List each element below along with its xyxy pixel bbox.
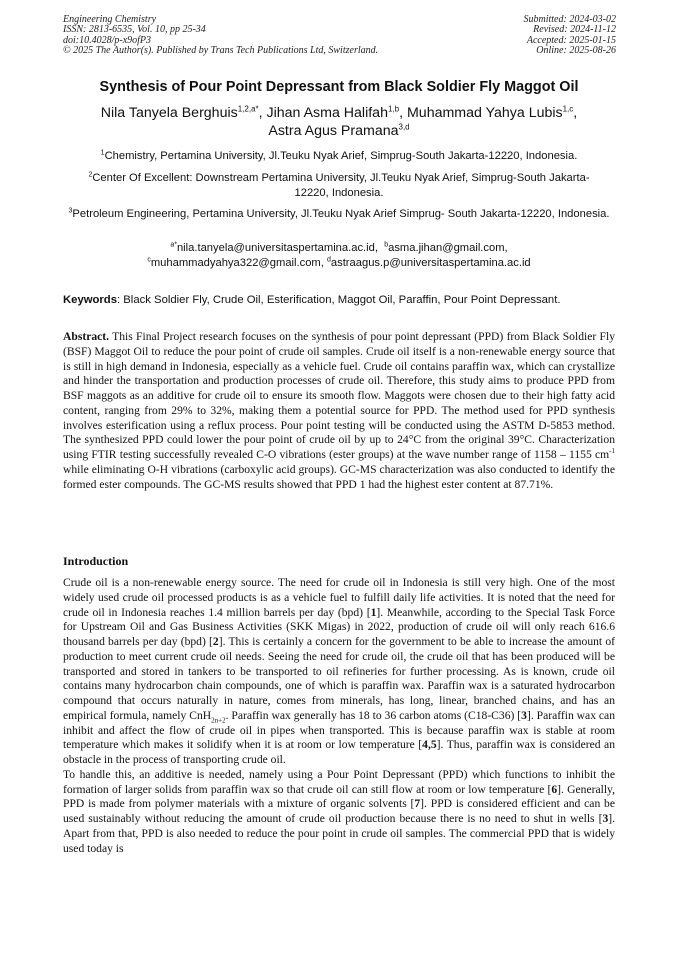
affiliation-3 [58,207,620,222]
affiliation-number: 1 [100,149,105,157]
citation[interactable]: 7 [414,797,421,811]
affiliation-2 [72,171,606,201]
citation[interactable]: 3 [521,708,527,722]
abstract-label: Abstract. [63,330,110,343]
author-affil-sup: 1,b [387,104,400,114]
affiliation-1 [55,149,623,164]
paragraph-text: ]. PPD is considered efficient and can be used sustainably without reducing the amount of crude oil production because there is no need to shut in wells [ [63,797,615,825]
affiliation-number: 3 [68,207,73,215]
section-heading-introduction: Introduction [63,554,129,568]
paragraph [63,576,615,768]
citation[interactable]: 1 [370,605,377,619]
paragraph-text: ]. Apart from that, PPD is also needed to reduce the pour point in crude oil samples. The commercial PPD that is widely used today is [63,812,615,855]
abstract [63,330,615,492]
author-name: Jihan Asma Halifah [266,105,388,121]
email-link[interactable]: astraagus.p@universitaspertamina.ac.id [330,257,531,269]
affiliation-text: Petroleum Engineering, Pertamina University, Jl.Teuku Nyak Arief Simprug- South Jakarta-12220, Indonesia. [72,208,610,220]
author-name: Muhammad Yahya Lubis [406,105,563,121]
accepted-date: Accepted: 2025-01-15 [526,34,616,46]
submitted-date: Submitted: 2024-03-02 [523,14,616,25]
affiliation-text: Center Of Excellent: Downstream Pertamina University, Jl.Teuku Nyak Arief, Simprug-South Jakarta-12220, Indonesia. [92,172,590,199]
author-separator: , [573,105,578,121]
abstract-unit-sup: -1 [609,447,615,456]
doi: doi:10.4028/p-x9ofP3 [63,34,152,46]
journal-info [63,15,378,57]
abstract-text-cont: while eliminating O-H vibrations (carboxylic acid groups). GC-MS characterization was also conducted to identify the formed ester compounds. The GC-MS results showed that PPD 1 had the highest ester content at 87.71%. [63,462,615,491]
copyright: © 2025 The Author(s). Published by Trans Tech Publications Ltd, Switzerland. [63,45,379,57]
paper-title: Synthesis of Pour Point Depressant from Black Soldier Fly Maggot Oil [99,79,579,95]
citation[interactable]: 3 [602,812,609,825]
citation[interactable]: 2 [212,635,219,648]
paragraph-text: ]. Meanwhile, according to the Special Task Force for Upstream Oil and Gas Business Activities (SKK Migas) in 2022, production of crude oil will only reach 616.6 thousand barrels per day (bpd) [ [63,605,616,648]
email-link[interactable]: muhammadyahya322@gmail.com, [150,257,324,269]
email-link[interactable]: asma.jihan@gmail.com, [388,242,508,254]
author-affil-sup: 3,d [398,122,410,132]
abstract-text: This Final Project research focuses on the synthesis of pour point depressant (PPD) from Black Soldier Fly (BSF) Maggot Oil to reduce the pour point of crude oil samples. Crude oil itself is a non-renewable energy source that is still in high demand in Indonesia, especially as a vehicle fuel. Crude oil contains paraffin wax, which can crystallize and hinder the transportation and production processes of crude oil. Therefore, this study aims to produce PPD from BSF maggots as an additive for crude oil to ensure its smooth flow. Maggots were chosen due to their high fatty acid content, ranging from 29% to 32%, making them a potential source for PPD. The method used for PPD synthesis involves esterification using a reflux process. Pour point testing will be conducted using the ASTM D-5853 method. The synthesized PPD could lower the pour point of crude oil by up to 24°C from the original 39°C. Characterization using FTIR testing successfully revealed C-O vibrations (ester groups) at the wave number range of 1158 – 1155 cm [63,330,615,461]
email-link[interactable]: nila.tanyela@universitaspertamina.ac.id, [176,242,378,254]
keywords [63,293,623,308]
paragraph-text: To handle this, an additive is needed, namely using a Pour Point Depressant (PPD) which functions to inhibit the formation of larger solids from paraffin wax so that crude oil can still flow at room or low temperature [ [63,767,615,796]
paragraph-text: ]. Paraffin wax can inhibit and affect the flow of crude oil in pipes when transported. This is because paraffin wax is stable at room temperature which makes it solidify when it is at room or low temperature [ [63,708,615,752]
keywords-label: Keywords [63,294,117,306]
formula-subscript: 2n+2 [211,716,226,725]
author-name: Nila Tanyela Berghuis [100,105,238,121]
paragraph-text: ]. Thus, paraffin wax is considered an obstacle in the process of transporting crude oil. [63,738,615,766]
online-date: Online: 2025-08-26 [536,45,616,57]
revised-date: Revised: 2024-11-12 [533,24,616,36]
issn: ISSN: 2813-6535, Vol. 10, pp 25-34 [63,24,206,36]
author-separator: , [399,105,407,121]
paragraph-text: ]. Generally, PPD is made from polymer materials with a mixture of organic solvents [ [63,782,615,811]
author-affil-sup: 1,2,a* [237,104,259,114]
author-separator: , [258,105,267,121]
email-marker: b [384,241,389,249]
journal-name: Engineering Chemistry [63,14,157,25]
keywords-text: : Black Soldier Fly, Crude Oil, Esterification, Maggot Oil, Paraffin, Pour Point Depressant. [117,294,561,306]
email-marker: a* [170,241,177,249]
publication-dates [524,15,617,57]
author-emails [40,241,638,271]
citation[interactable]: 6 [551,782,558,796]
paragraph-text: . Paraffin wax generally has 18 to 36 carbon atoms (C18-C36) [ [225,708,522,722]
email-marker: d [326,256,331,264]
affiliation-number: 2 [88,171,93,179]
paragraph [63,768,615,857]
email-marker: c [147,256,151,264]
paragraph-text: ]. This is certainly a concern for the government to be able to increase the amount of production to meet current crude oil needs. Seeing the need for crude oil, the crude oil that has been produced will be transported and stored in tankers to be transported to oil refineries for further processing. As is known, crude oil contains many hydrocarbon chain compounds, one of which is paraffin wax. Paraffin wax is a saturated hydrocarbon compound that occurs naturally in nature, comes from minerals, has long, linear, branched chains, and has an empirical formula, namely CnH [63,635,616,722]
citation[interactable]: 4,5 [422,738,437,752]
author-affil-sup: 1,c [562,104,574,114]
author-list [40,104,638,140]
introduction-body [63,576,615,856]
paragraph-text: Crude oil is a non-renewable energy source. The need for crude oil in Indonesia is still very high. One of the most widely used crude oil processed products is as a vehicle fuel to fulfill daily life activities. It is noted that the need for crude oil in Indonesia reaches 1.4 million barrels per day (bpd) [ [63,576,615,619]
author-name: Astra Agus Pramana [268,123,399,139]
affiliation-text: Chemistry, Pertamina University, Jl.Teuku Nyak Arief, Simprug-South Jakarta-12220, Indonesia. [104,150,578,162]
